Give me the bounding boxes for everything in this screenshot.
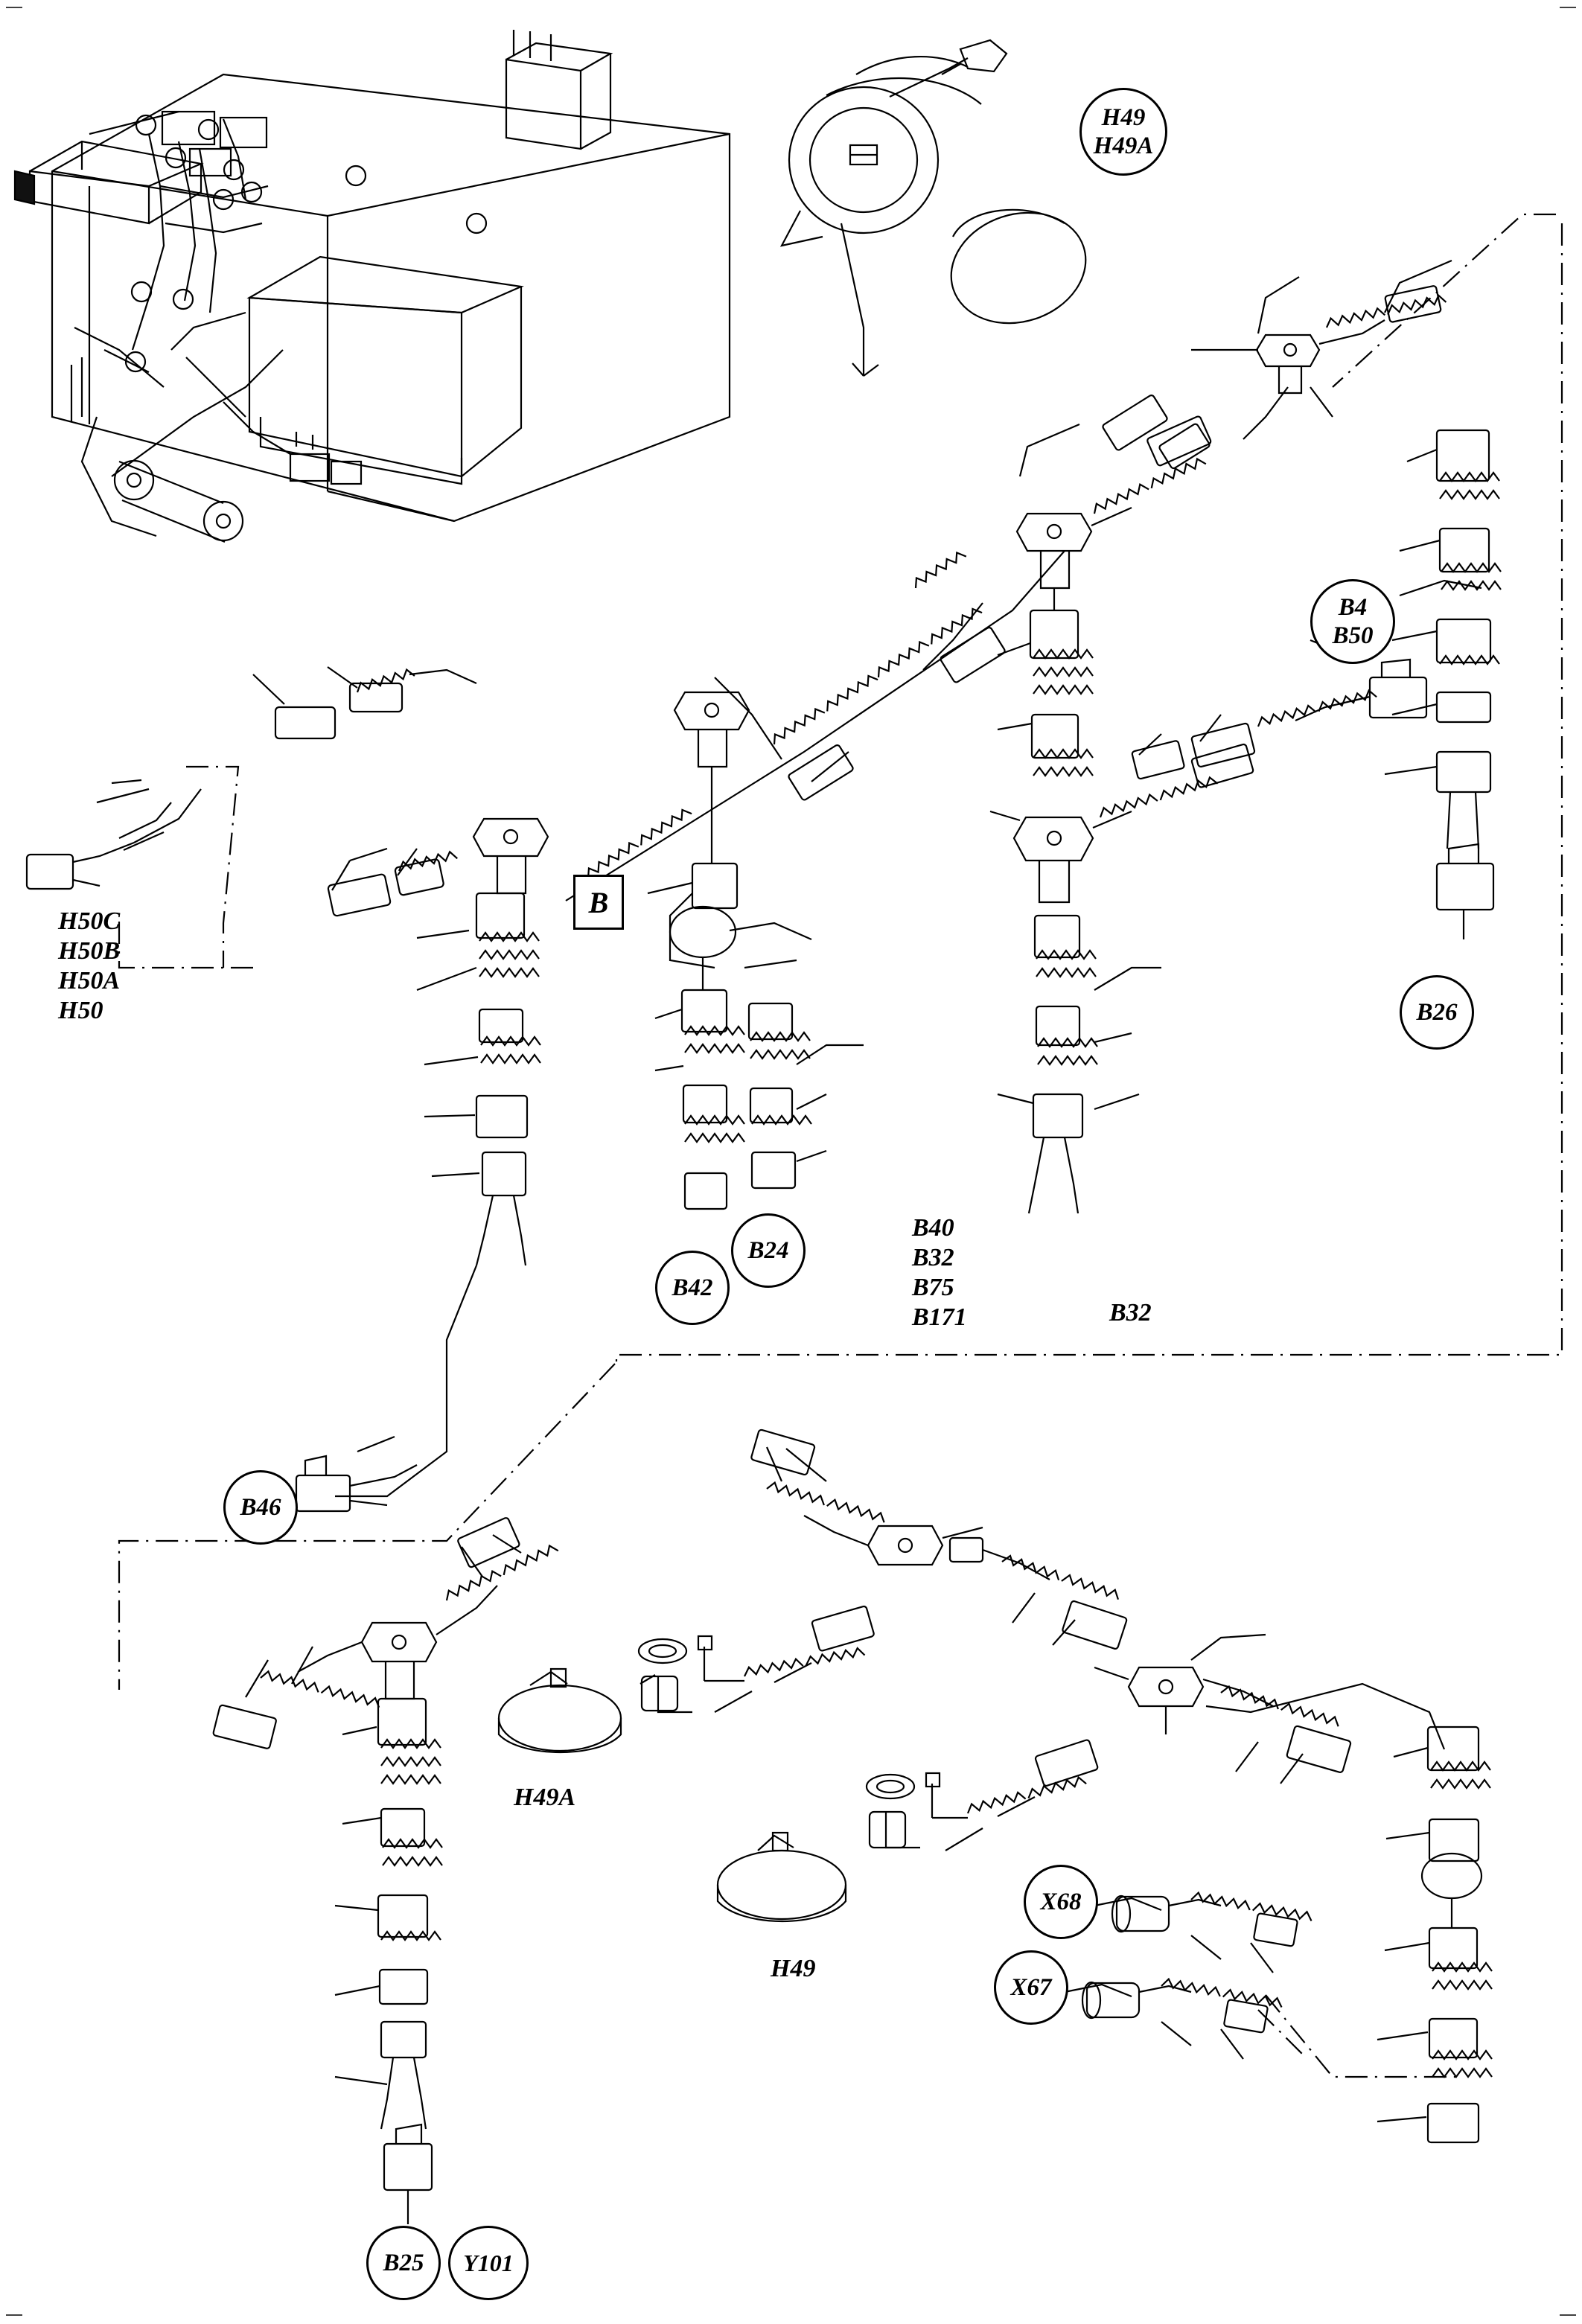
- label-h50-group: H50C H50B H50A H50: [58, 907, 121, 1024]
- balloon-x67: X67: [994, 1950, 1068, 2025]
- balloon-b4-b50: B4 B50: [1310, 579, 1395, 664]
- balloon-b24: B24: [731, 1213, 806, 1288]
- balloon-h49-h49a: H49 H49A: [1079, 88, 1167, 176]
- balloon-y101: Y101: [448, 2226, 529, 2300]
- balloon-b46: B46: [223, 1470, 298, 1545]
- label-b32-single: B32: [1109, 1299, 1152, 1327]
- label-b40-group: B40 B32 B75 B171: [912, 1214, 967, 1331]
- balloon-b25: B25: [366, 2226, 441, 2300]
- balloon-b42: B42: [655, 1251, 730, 1325]
- balloon-x68: X68: [1024, 1865, 1098, 1939]
- section-mark-b: B: [573, 875, 624, 930]
- label-h49: H49: [771, 1955, 816, 1982]
- balloon-b26: B26: [1400, 975, 1474, 1050]
- label-h49a: H49A: [514, 1784, 576, 1811]
